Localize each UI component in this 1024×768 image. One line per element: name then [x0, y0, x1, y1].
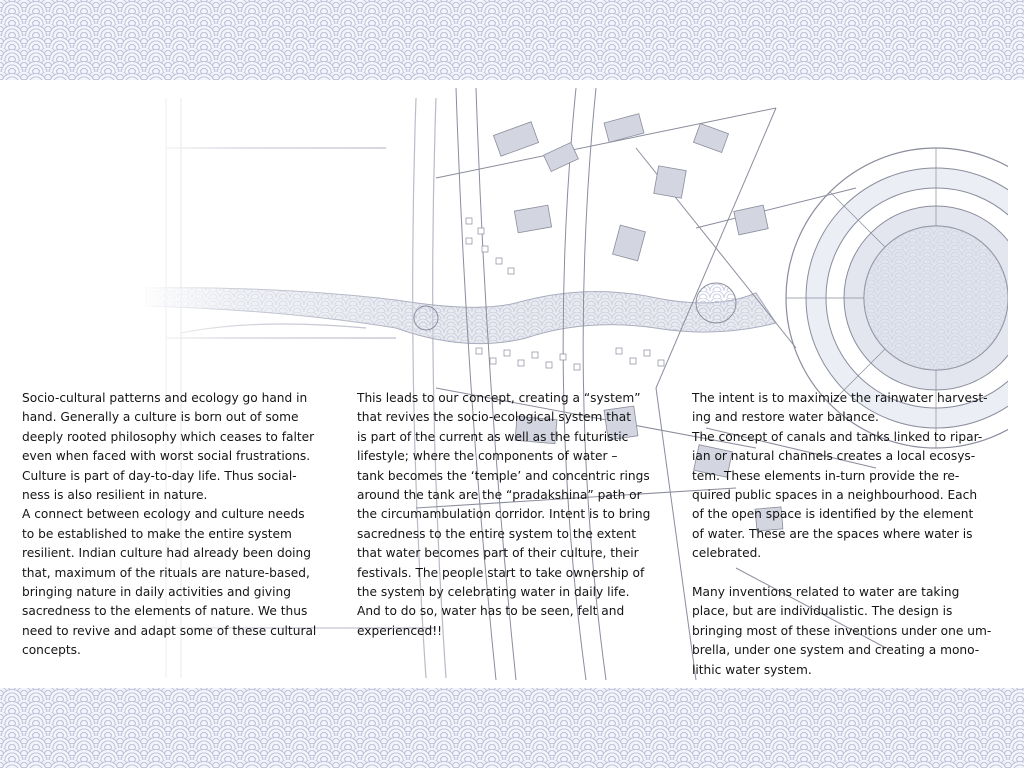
text-column-intent: The intent is to maximize the rainwater harvest- ing and restore water balance. The concept of canals and tanks linked to ripar- ian or natural channels creates a local ecosys- tem. These elements in-turn provide the re- quired public spaces in a neighbourhood. Each of the open space is identified by the element of water. These are the spaces where water is celebrated. Many inventions related to water are taking place, but are individualistic. The design is bringing most of these inventions under one um- brella, under one system and creating a mono- lithic water system.	[692, 391, 992, 677]
junction-plaza	[696, 283, 736, 323]
header-wave-band	[0, 0, 1024, 80]
footer-wave-band	[0, 688, 1024, 768]
text-column-concept: This leads to our concept, creating a “system” that revives the socio-ecological system that is part of the current as well as the futuristic lifestyle; where the components of water – tank becomes the ‘temple’ and concentric rings around the tank are the “pradakshina” path or the circumambulation corridor. Intent is to bring sacredness to the entire system to the extent that water becomes part of their culture, their festivals. The people start to take ownership of the system by celebrating water in daily life. And to do so, water has to be seen, felt and experienced!!	[357, 391, 651, 638]
text-column-socio-cultural: Socio-cultural patterns and ecology go hand in hand. Generally a culture is born out of some deeply rooted philosophy which ceases to falter even when faced with worst social frustrations. Culture is part of day-to-day life. Thus social- ness is also resilient in nature. A connect between ecology and culture needs to be established to make the entire system resilient. Indian culture had already been doing that, maximum of the rituals are nature-based, bringing nature in daily activities and giving sacredness to the elements of nature. We thus need to revive and adapt some of these cultural concepts.	[22, 391, 317, 658]
